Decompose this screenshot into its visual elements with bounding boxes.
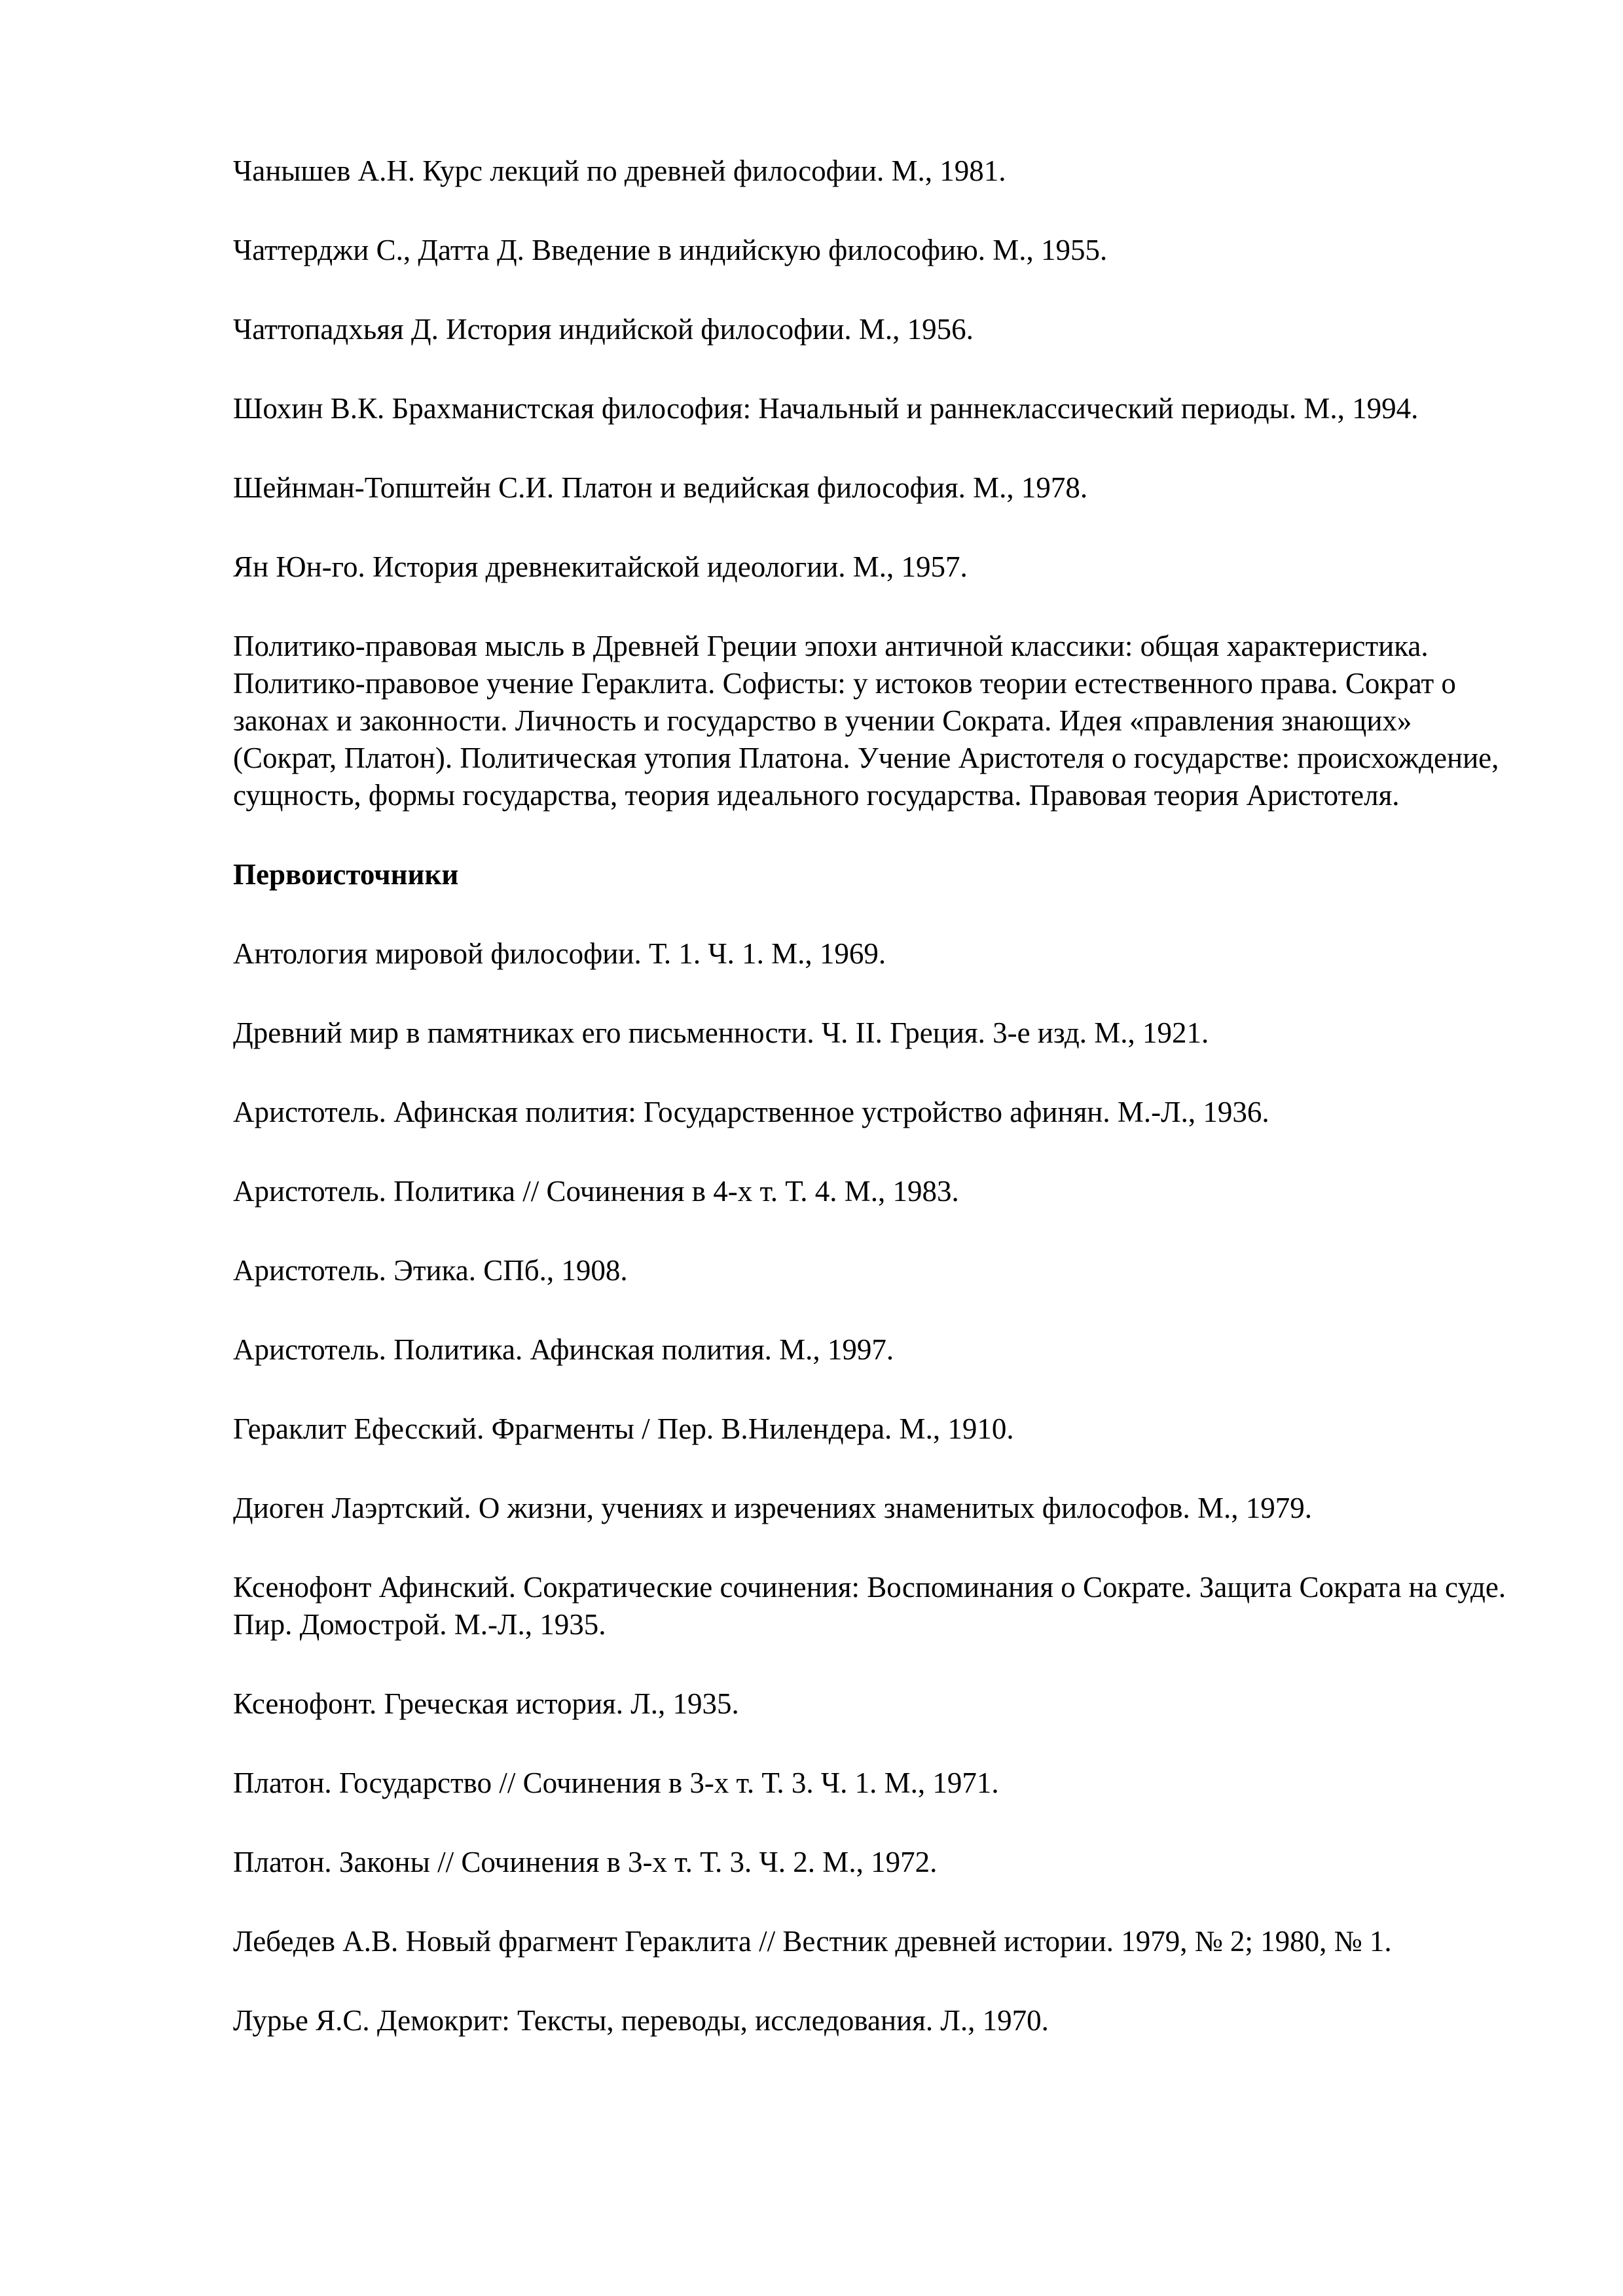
bibliography-entry: Чанышев А.Н. Курс лекций по древней философии. М., 1981. [233, 154, 1006, 187]
bibliography-entry: Аристотель. Афинская полития: Государственное устройство афинян. М.-Л., 1936. [233, 1096, 1269, 1128]
bibliography-entry: Ян Юн-го. История древнекитайской идеологии. М., 1957. [233, 550, 968, 583]
bibliography-entry: Гераклит Ефесский. Фрагменты / Пер. В.Нилендера. М., 1910. [233, 1412, 1014, 1445]
bibliography-entry: Лурье Я.С. Демокрит: Тексты, переводы, исследования. Л., 1970. [233, 2004, 1049, 2037]
topic-description: Политико-правовая мысль в Древней Греции эпохи античной классики: общая характеристика. Политико-правовое учение Гераклита. Софисты: у истоков теории естественного права. Сократ о законах и законности. Личность и государство в учении Сократа. Идея «правления знающих» (Сократ, Платон). Политическая утопия Платона. Учение Аристотеля о государстве: происхождение, сущность, формы государства, теория идеального государства. Правовая теория Аристотеля. [233, 630, 1499, 812]
bibliography-entry: Ксенофонт. Греческая история. Л., 1935. [233, 1687, 739, 1720]
bibliography-entry: Чаттопадхьяя Д. История индийской философии. М., 1956. [233, 313, 974, 346]
bibliography-entry: Аристотель. Этика. СПб., 1908. [233, 1254, 628, 1287]
bibliography-entry: Платон. Государство // Сочинения в 3-х т. Т. 3. Ч. 1. М., 1971. [233, 1767, 999, 1799]
bibliography-entry: Платон. Законы // Сочинения в 3-х т. Т. 3. Ч. 2. М., 1972. [233, 1846, 938, 1878]
bibliography-entry: Древний мир в памятниках его письменности. Ч. II. Греция. 3-е изд. М., 1921. [233, 1016, 1209, 1049]
bibliography-entry: Ксенофонт Афинский. Сократические сочинения: Воспоминания о Сократе. Защита Сократа на суде. Пир. Домострой. М.-Л., 1935. [233, 1571, 1506, 1641]
bibliography-entry: Аристотель. Политика. Афинская полития. М., 1997. [233, 1333, 894, 1366]
bibliography-entry: Шейнман-Топштейн С.И. Платон и ведийская философия. М., 1978. [233, 471, 1088, 504]
bibliography-entry: Лебедев А.В. Новый фрагмент Гераклита // Вестник древней истории. 1979, № 2; 1980, № 1. [233, 1925, 1392, 1958]
bibliography-entry: Диоген Лаэртский. О жизни, учениях и изречениях знаменитых философов. М., 1979. [233, 1492, 1313, 1524]
bibliography-entry: Аристотель. Политика // Сочинения в 4-х т. Т. 4. М., 1983. [233, 1175, 959, 1208]
bibliography-entry: Шохин В.К. Брахманистская философия: Начальный и раннеклассический периоды. М., 1994. [233, 392, 1419, 425]
section-heading: Первоисточники [233, 858, 459, 891]
bibliography-entry: Чаттерджи С., Датта Д. Введение в индийскую философию. М., 1955. [233, 234, 1108, 266]
document-body [233, 152, 1516, 2081]
bibliography-entry: Антология мировой философии. Т. 1. Ч. 1. М., 1969. [233, 937, 886, 970]
